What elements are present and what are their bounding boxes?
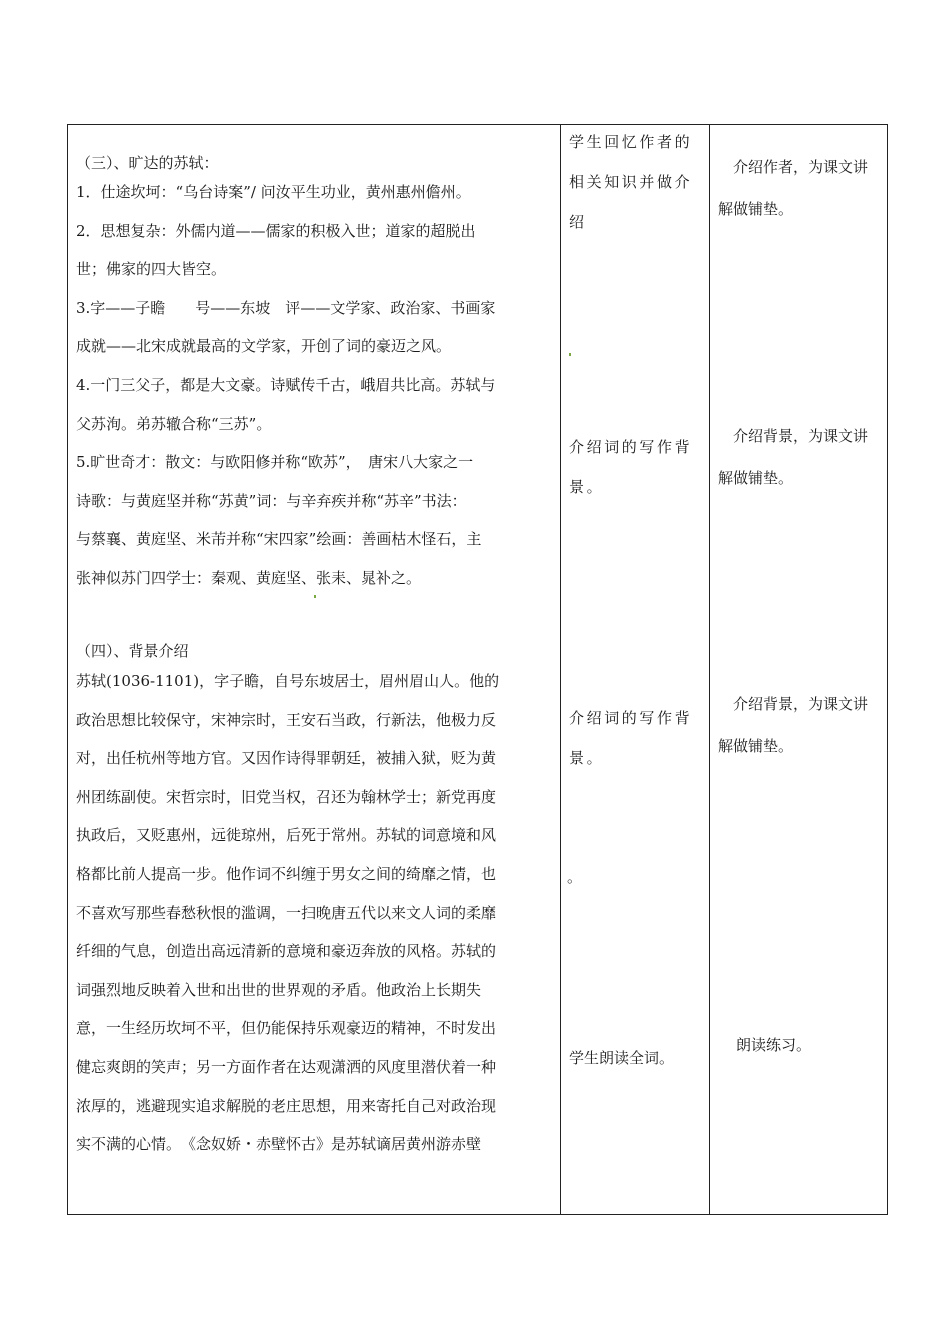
section4-heading: （四）、背景介绍 — [76, 642, 189, 660]
section3-line: 5.旷世奇才：散文：与欧阳修并称“欧苏”， 唐宋八大家之一 — [76, 453, 474, 472]
section4-line: 浓厚的，逃避现实追求解脱的老庄思想，用来寄托自己对政治现 — [76, 1096, 497, 1115]
activity-background-2: 介绍词的写作背景。 — [569, 709, 693, 767]
section3-line: 成就——北宋成就最高的文学家，开创了词的豪迈之风。 — [76, 337, 452, 356]
section4-line: 健忘爽朗的笑声；另一方面作者在达观潇洒的风度里潜伏着一种 — [76, 1058, 497, 1076]
design-intent-column — [710, 125, 887, 1214]
intent-background-2: 介绍背景，为课文讲解做铺垫。 — [718, 695, 869, 755]
content-column — [68, 125, 561, 1214]
section4-line: 苏轼(1036-1101)，字子瞻，自号东坡居士，眉州眉山人。他的 — [76, 672, 500, 690]
section4-line: 对，出任杭州等地方官。又因作诗得罪朝廷，被捕入狱，贬为黄 — [76, 749, 497, 768]
section3-line: 诗歌：与黄庭坚并称“苏黄”词：与辛弃疾并称“苏辛”书法： — [76, 491, 467, 510]
student-activity-column — [561, 125, 710, 1214]
section4-line: 政治思想比较保守，宋神宗时，王安石当政，行新法，他极力反 — [76, 710, 497, 729]
stray-mark — [569, 353, 571, 356]
activity-recall-author: 学生回忆作者的相关知识并做介绍 — [569, 133, 693, 231]
section3-line: 4.一门三父子，都是大文豪。诗赋传千古，峨眉共比高。苏轼与 — [76, 376, 496, 394]
section4-line: 不喜欢写那些春愁秋恨的滥调，一扫晚唐五代以来文人词的柔靡 — [76, 903, 497, 922]
section3-heading: （三）、旷达的苏轼： — [76, 154, 219, 172]
section3-line: 父苏洵。弟苏辙合称“三苏”。 — [76, 414, 272, 433]
activity-background-1: 介绍词的写作背景。 — [569, 438, 693, 496]
stray-mark — [314, 595, 316, 598]
intent-background-1: 介绍背景，为课文讲解做铺垫。 — [718, 427, 869, 487]
section3-line: 与蔡襄、黄庭坚、米芾并称“宋四家”绘画：善画枯木怪石，主 — [76, 530, 482, 549]
activity-read-aloud: 学生朗读全词。 — [569, 1049, 675, 1067]
section4-line: 纤细的气息，创造出高远清新的意境和豪迈奔放的风格。苏轼的 — [76, 942, 497, 961]
section3-line: 世；佛家的四大皆空。 — [76, 260, 227, 279]
section4-line: 实不满的心情。 《念奴娇・赤壁怀古》是苏轼谪居黄州游赤壁 — [76, 1135, 482, 1154]
section4-line: 词强烈地反映着入世和出世的世界观的矛盾。他政治上长期失 — [76, 980, 482, 999]
lesson-table — [67, 124, 888, 1215]
section3-line: 2．思想复杂：外儒内道——儒家的积极入世；道家的超脱出 — [76, 221, 476, 240]
section3-line: 1．仕途坎坷：“乌台诗案”/ 问汝平生功业，黄州惠州儋州。 — [76, 183, 471, 201]
section4-line: 州团练副使。宋哲宗时，旧党当权，召还为翰林学士；新党再度 — [76, 787, 497, 806]
section4-line: 格都比前人提高一步。他作词不纠缠于男女之间的绮靡之情，也 — [76, 865, 497, 883]
section4-line: 执政后，又贬惠州，远徙琼州，后死于常州。苏轼的词意境和风 — [76, 826, 497, 845]
section3-line: 张神似苏门四学士：秦观、黄庭坚、张耒、晁补之。 — [76, 569, 422, 587]
intent-reading-practice: 朗读练习。 — [736, 1036, 812, 1054]
activity-mark: 。 — [567, 868, 583, 886]
section4-line: 意，一生经历坎坷不平，但仍能保持乐观豪迈的精神，不时发出 — [76, 1019, 497, 1038]
section3-line: 3.字——子瞻 号——东坡 评——文学家、政治家、书画家 — [76, 298, 496, 317]
intent-introduce-author: 介绍作者，为课文讲解做铺垫。 — [718, 158, 869, 218]
